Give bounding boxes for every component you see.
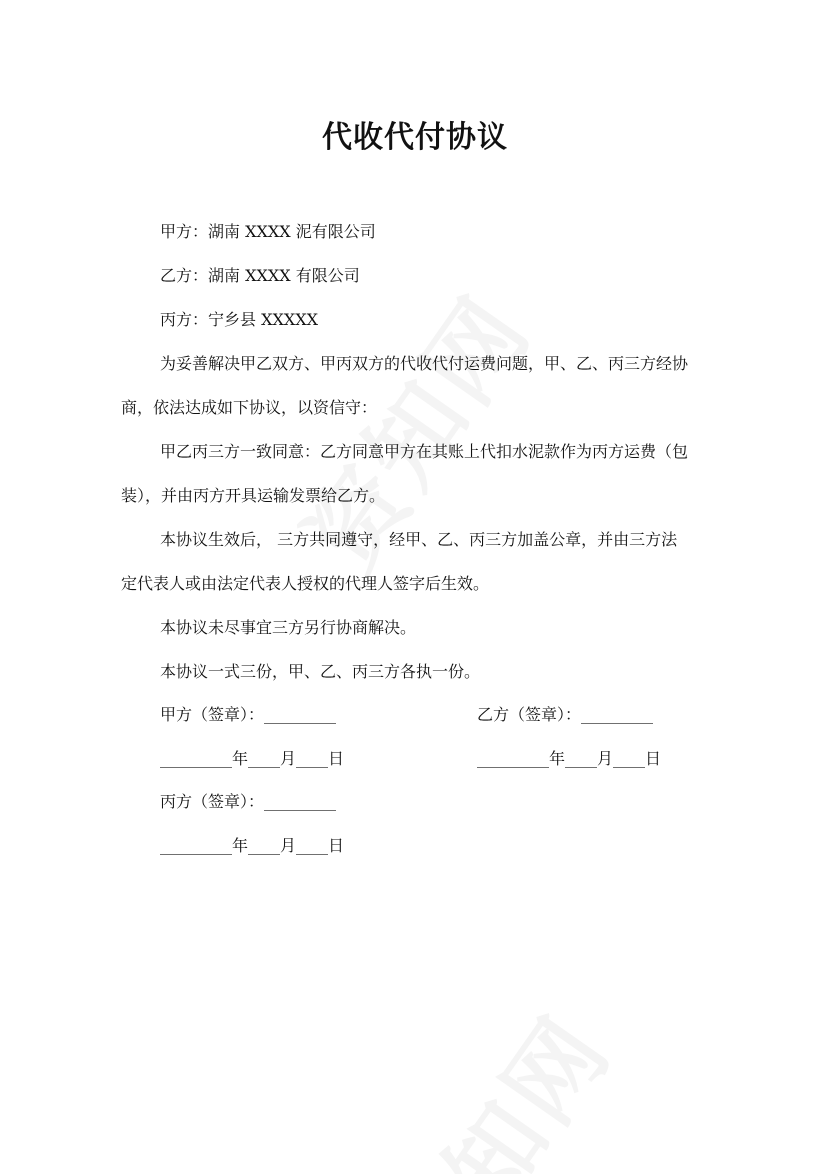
party-c-date: _________年____月____日 [160,836,345,855]
paragraph-purpose-line2: 商，依法达成如下协议，以资信守： [121,398,378,417]
party-c-line: 丙方：宁乡县 XXXXX [160,310,319,329]
paragraph-copies: 本协议一式三份，甲、乙、丙三方各执一份。 [160,662,481,681]
party-b-line: 乙方：湖南 XXXX 有限公司 [160,266,360,285]
party-c-signature: 丙方（签章）：_________ [160,792,337,811]
watermark [349,984,637,1174]
party-a-line: 甲方：湖南 XXXX 泥有限公司 [160,222,376,241]
party-a-date: _________年____月____日 [160,749,345,768]
paragraph-agreement-line1: 甲乙丙三方一致同意：乙方同意甲方在其账上代扣水泥款作为丙方运费（包 [160,442,689,461]
party-b-signature: 乙方（签章）：_________ [477,705,654,724]
page-title: 代收代付协议 [322,120,508,155]
paragraph-unresolved: 本协议未尽事宜三方另行协商解决。 [160,618,417,637]
party-a-signature: 甲方（签章）：_________ [160,705,337,724]
party-b-date: _________年____月____日 [477,749,662,768]
paragraph-effect-line1: 本协议生效后， 三方共同遵守，经甲、乙、丙三方加盖公章，并由三方法 [160,530,678,549]
paragraph-purpose-line1: 为妥善解决甲乙双方、甲丙双方的代收代付运费问题，甲、乙、丙三方经协 [160,354,689,373]
paragraph-effect-line2: 定代表人或由法定代表人授权的代理人签字后生效。 [121,574,490,593]
paragraph-agreement-line2: 装），并由丙方开具运输发票给乙方。 [121,486,386,505]
